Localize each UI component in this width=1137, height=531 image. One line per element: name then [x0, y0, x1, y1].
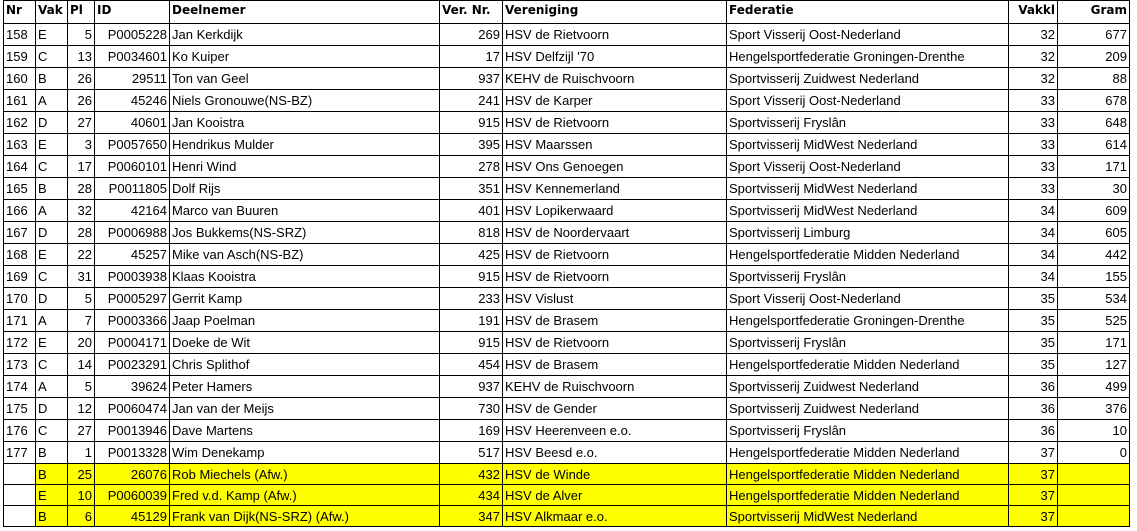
cell-nr: 160 — [4, 68, 36, 90]
cell-nr — [4, 485, 36, 506]
cell-vakkl: 35 — [1009, 310, 1058, 332]
cell-id: P0013328 — [95, 442, 170, 464]
cell-vakkl: 33 — [1009, 156, 1058, 178]
cell-vereniging: HSV de Karper — [503, 90, 727, 112]
cell-vereniging: HSV de Brasem — [503, 310, 727, 332]
cell-federatie: Sportvisserij Fryslân — [727, 112, 1009, 134]
cell-vak: A — [36, 376, 68, 398]
cell-vak: D — [36, 398, 68, 420]
cell-federatie: Hengelsportfederatie Groningen-Drenthe — [727, 310, 1009, 332]
table-row — [4, 354, 1130, 376]
cell-gram: 376 — [1058, 398, 1130, 420]
cell-federatie: Sportvisserij Fryslân — [727, 332, 1009, 354]
cell-deelnemer: Jan Kooistra — [170, 112, 440, 134]
cell-nr: 159 — [4, 46, 36, 68]
cell-federatie: Sportvisserij Zuidwest Nederland — [727, 398, 1009, 420]
cell-nr: 167 — [4, 222, 36, 244]
cell-vereniging: HSV Lopikerwaard — [503, 200, 727, 222]
cell-gram: 678 — [1058, 90, 1130, 112]
cell-ver-nr: 351 — [440, 178, 503, 200]
col-header-deelnemer: Deelnemer — [170, 1, 440, 24]
cell-gram: 155 — [1058, 266, 1130, 288]
cell-federatie: Hengelsportfederatie Midden Nederland — [727, 244, 1009, 266]
cell-vakkl: 35 — [1009, 332, 1058, 354]
cell-pl: 28 — [68, 222, 95, 244]
cell-vak: B — [36, 442, 68, 464]
cell-nr: 169 — [4, 266, 36, 288]
cell-ver-nr: 937 — [440, 68, 503, 90]
cell-federatie: Sport Visserij Oost-Nederland — [727, 24, 1009, 46]
cell-vakkl: 36 — [1009, 398, 1058, 420]
col-header-pl: Pl — [68, 1, 95, 24]
cell-vak: C — [36, 156, 68, 178]
cell-id: P0060101 — [95, 156, 170, 178]
cell-deelnemer: Dave Martens — [170, 420, 440, 442]
cell-pl: 27 — [68, 112, 95, 134]
cell-vereniging: HSV de Alver — [503, 485, 727, 506]
cell-vereniging: KEHV de Ruischvoorn — [503, 68, 727, 90]
cell-gram: 525 — [1058, 310, 1130, 332]
cell-vereniging: HSV Delfzijl '70 — [503, 46, 727, 68]
cell-vakkl: 34 — [1009, 266, 1058, 288]
cell-pl: 7 — [68, 310, 95, 332]
cell-vak: C — [36, 354, 68, 376]
cell-vereniging: HSV de Gender — [503, 398, 727, 420]
cell-vakkl: 37 — [1009, 442, 1058, 464]
cell-vakkl: 33 — [1009, 178, 1058, 200]
table-row — [4, 134, 1130, 156]
cell-id: P0003366 — [95, 310, 170, 332]
results-table — [3, 0, 1130, 527]
cell-vakkl: 37 — [1009, 485, 1058, 506]
cell-vak: B — [36, 464, 68, 485]
cell-gram — [1058, 485, 1130, 506]
cell-pl: 14 — [68, 354, 95, 376]
cell-gram: 171 — [1058, 156, 1130, 178]
cell-federatie: Sportvisserij MidWest Nederland — [727, 200, 1009, 222]
cell-pl: 12 — [68, 398, 95, 420]
cell-vak: E — [36, 332, 68, 354]
cell-vereniging: HSV Heerenveen e.o. — [503, 420, 727, 442]
table-row — [4, 222, 1130, 244]
cell-vereniging: HSV Maarssen — [503, 134, 727, 156]
cell-nr: 161 — [4, 90, 36, 112]
cell-nr: 172 — [4, 332, 36, 354]
cell-pl: 17 — [68, 156, 95, 178]
cell-nr: 166 — [4, 200, 36, 222]
cell-vak: D — [36, 112, 68, 134]
cell-federatie: Hengelsportfederatie Groningen-Drenthe — [727, 46, 1009, 68]
cell-pl: 5 — [68, 376, 95, 398]
cell-pl: 26 — [68, 68, 95, 90]
cell-vakkl: 33 — [1009, 90, 1058, 112]
cell-nr: 177 — [4, 442, 36, 464]
cell-gram: 209 — [1058, 46, 1130, 68]
col-header-gram: Gram — [1058, 1, 1130, 24]
cell-nr: 162 — [4, 112, 36, 134]
cell-vak: B — [36, 506, 68, 527]
cell-deelnemer: Jan van der Meijs — [170, 398, 440, 420]
col-header-vak: Vak — [36, 1, 68, 24]
cell-pl: 22 — [68, 244, 95, 266]
cell-ver-nr: 915 — [440, 112, 503, 134]
cell-id: P0004171 — [95, 332, 170, 354]
cell-deelnemer: Niels Gronouwe(NS-BZ) — [170, 90, 440, 112]
cell-deelnemer: Fred v.d. Kamp (Afw.) — [170, 485, 440, 506]
cell-pl: 31 — [68, 266, 95, 288]
cell-id: P0060039 — [95, 485, 170, 506]
cell-federatie: Sportvisserij MidWest Nederland — [727, 178, 1009, 200]
cell-pl: 10 — [68, 485, 95, 506]
col-header-ver-nr: Ver. Nr. — [440, 1, 503, 24]
cell-pl: 25 — [68, 464, 95, 485]
cell-pl: 13 — [68, 46, 95, 68]
cell-id: P0060474 — [95, 398, 170, 420]
cell-gram: 677 — [1058, 24, 1130, 46]
cell-pl: 6 — [68, 506, 95, 527]
cell-nr: 165 — [4, 178, 36, 200]
cell-pl: 5 — [68, 24, 95, 46]
cell-vereniging: HSV Ons Genoegen — [503, 156, 727, 178]
cell-federatie: Sport Visserij Oost-Nederland — [727, 90, 1009, 112]
cell-id: 42164 — [95, 200, 170, 222]
cell-pl: 32 — [68, 200, 95, 222]
cell-vakkl: 36 — [1009, 376, 1058, 398]
cell-federatie: Sportvisserij MidWest Nederland — [727, 134, 1009, 156]
cell-deelnemer: Dolf Rijs — [170, 178, 440, 200]
col-header-vereniging: Vereniging — [503, 1, 727, 24]
cell-nr: 164 — [4, 156, 36, 178]
table-row — [4, 244, 1130, 266]
cell-vak: E — [36, 134, 68, 156]
cell-nr: 175 — [4, 398, 36, 420]
cell-vak: B — [36, 68, 68, 90]
cell-gram: 499 — [1058, 376, 1130, 398]
cell-ver-nr: 347 — [440, 506, 503, 527]
table-row — [4, 156, 1130, 178]
cell-federatie: Sportvisserij Limburg — [727, 222, 1009, 244]
cell-vereniging: HSV de Rietvoorn — [503, 244, 727, 266]
cell-ver-nr: 454 — [440, 354, 503, 376]
cell-federatie: Sportvisserij Zuidwest Nederland — [727, 68, 1009, 90]
cell-vakkl: 34 — [1009, 244, 1058, 266]
cell-deelnemer: Chris Splithof — [170, 354, 440, 376]
cell-vakkl: 33 — [1009, 112, 1058, 134]
cell-id: P0057650 — [95, 134, 170, 156]
cell-deelnemer: Gerrit Kamp — [170, 288, 440, 310]
cell-gram: 88 — [1058, 68, 1130, 90]
table-row — [4, 442, 1130, 464]
cell-vereniging: HSV de Rietvoorn — [503, 24, 727, 46]
col-header-vakkl: Vakkl — [1009, 1, 1058, 24]
table-row — [4, 46, 1130, 68]
cell-id: P0023291 — [95, 354, 170, 376]
cell-deelnemer: Ton van Geel — [170, 68, 440, 90]
cell-deelnemer: Jaap Poelman — [170, 310, 440, 332]
cell-id: P0034601 — [95, 46, 170, 68]
cell-gram: 0 — [1058, 442, 1130, 464]
cell-deelnemer: Jos Bukkems(NS-SRZ) — [170, 222, 440, 244]
cell-gram: 127 — [1058, 354, 1130, 376]
cell-id: P0013946 — [95, 420, 170, 442]
cell-nr: 176 — [4, 420, 36, 442]
table-row — [4, 90, 1130, 112]
cell-gram: 614 — [1058, 134, 1130, 156]
table-row — [4, 332, 1130, 354]
cell-ver-nr: 241 — [440, 90, 503, 112]
cell-ver-nr: 395 — [440, 134, 503, 156]
cell-vereniging: HSV de Winde — [503, 464, 727, 485]
cell-vak: A — [36, 90, 68, 112]
cell-vereniging: HSV de Rietvoorn — [503, 266, 727, 288]
cell-vereniging: HSV de Noordervaart — [503, 222, 727, 244]
table-row-absent — [4, 485, 1130, 506]
cell-vereniging: HSV de Rietvoorn — [503, 112, 727, 134]
cell-ver-nr: 915 — [440, 332, 503, 354]
cell-id: 29511 — [95, 68, 170, 90]
cell-vakkl: 32 — [1009, 24, 1058, 46]
cell-deelnemer: Rob Miechels (Afw.) — [170, 464, 440, 485]
cell-deelnemer: Mike van Asch(NS-BZ) — [170, 244, 440, 266]
cell-vak: A — [36, 310, 68, 332]
cell-federatie: Sport Visserij Oost-Nederland — [727, 156, 1009, 178]
cell-nr: 158 — [4, 24, 36, 46]
cell-federatie: Sportvisserij Zuidwest Nederland — [727, 376, 1009, 398]
cell-nr: 163 — [4, 134, 36, 156]
cell-pl: 5 — [68, 288, 95, 310]
cell-id: P0005297 — [95, 288, 170, 310]
cell-vakkl: 35 — [1009, 288, 1058, 310]
cell-id: 45129 — [95, 506, 170, 527]
table-row — [4, 288, 1130, 310]
cell-vereniging: HSV de Brasem — [503, 354, 727, 376]
table-row — [4, 376, 1130, 398]
cell-nr — [4, 464, 36, 485]
cell-gram: 10 — [1058, 420, 1130, 442]
table-row-absent — [4, 506, 1130, 527]
cell-vakkl: 35 — [1009, 354, 1058, 376]
table-body — [4, 24, 1130, 527]
table-row — [4, 398, 1130, 420]
cell-pl: 27 — [68, 420, 95, 442]
cell-pl: 20 — [68, 332, 95, 354]
cell-vakkl: 37 — [1009, 464, 1058, 485]
table-row — [4, 68, 1130, 90]
col-header-federatie: Federatie — [727, 1, 1009, 24]
cell-deelnemer: Peter Hamers — [170, 376, 440, 398]
cell-nr: 171 — [4, 310, 36, 332]
table-row — [4, 24, 1130, 46]
cell-vakkl: 32 — [1009, 46, 1058, 68]
cell-vereniging: KEHV de Ruischvoorn — [503, 376, 727, 398]
cell-id: P0005228 — [95, 24, 170, 46]
cell-vereniging: HSV Kennemerland — [503, 178, 727, 200]
cell-vak: C — [36, 420, 68, 442]
cell-gram — [1058, 506, 1130, 527]
cell-id: P0003938 — [95, 266, 170, 288]
cell-federatie: Sport Visserij Oost-Nederland — [727, 288, 1009, 310]
cell-id: 26076 — [95, 464, 170, 485]
table-header — [4, 1, 1130, 24]
cell-vak: C — [36, 266, 68, 288]
cell-ver-nr: 434 — [440, 485, 503, 506]
cell-ver-nr: 937 — [440, 376, 503, 398]
cell-vak: A — [36, 200, 68, 222]
cell-vereniging: HSV de Rietvoorn — [503, 332, 727, 354]
cell-vakkl: 33 — [1009, 134, 1058, 156]
cell-id: 39624 — [95, 376, 170, 398]
cell-pl: 26 — [68, 90, 95, 112]
cell-deelnemer: Henri Wind — [170, 156, 440, 178]
cell-nr: 170 — [4, 288, 36, 310]
cell-ver-nr: 191 — [440, 310, 503, 332]
cell-vakkl: 32 — [1009, 68, 1058, 90]
cell-pl: 1 — [68, 442, 95, 464]
cell-vereniging: HSV Beesd e.o. — [503, 442, 727, 464]
cell-deelnemer: Frank van Dijk(NS-SRZ) (Afw.) — [170, 506, 440, 527]
table-row — [4, 178, 1130, 200]
cell-vereniging: HSV Alkmaar e.o. — [503, 506, 727, 527]
cell-gram: 648 — [1058, 112, 1130, 134]
cell-deelnemer: Marco van Buuren — [170, 200, 440, 222]
cell-nr — [4, 506, 36, 527]
cell-nr: 168 — [4, 244, 36, 266]
cell-vakkl: 37 — [1009, 506, 1058, 527]
cell-vakkl: 34 — [1009, 200, 1058, 222]
table-row — [4, 310, 1130, 332]
cell-gram: 534 — [1058, 288, 1130, 310]
cell-id: 45257 — [95, 244, 170, 266]
cell-id: 45246 — [95, 90, 170, 112]
cell-ver-nr: 915 — [440, 266, 503, 288]
cell-gram: 605 — [1058, 222, 1130, 244]
cell-vak: B — [36, 178, 68, 200]
cell-id: P0011805 — [95, 178, 170, 200]
cell-gram — [1058, 464, 1130, 485]
cell-ver-nr: 17 — [440, 46, 503, 68]
cell-deelnemer: Ko Kuiper — [170, 46, 440, 68]
cell-vak: E — [36, 485, 68, 506]
cell-federatie: Sportvisserij Fryslân — [727, 420, 1009, 442]
cell-vak: E — [36, 24, 68, 46]
cell-ver-nr: 269 — [440, 24, 503, 46]
cell-federatie: Hengelsportfederatie Midden Nederland — [727, 464, 1009, 485]
cell-pl: 3 — [68, 134, 95, 156]
cell-vereniging: HSV Vislust — [503, 288, 727, 310]
cell-id: P0006988 — [95, 222, 170, 244]
table-row — [4, 112, 1130, 134]
cell-ver-nr: 432 — [440, 464, 503, 485]
cell-federatie: Sportvisserij MidWest Nederland — [727, 506, 1009, 527]
cell-federatie: Hengelsportfederatie Midden Nederland — [727, 354, 1009, 376]
cell-vak: C — [36, 46, 68, 68]
cell-ver-nr: 278 — [440, 156, 503, 178]
cell-ver-nr: 425 — [440, 244, 503, 266]
cell-nr: 174 — [4, 376, 36, 398]
col-header-nr: Nr — [4, 1, 36, 24]
table-row — [4, 200, 1130, 222]
cell-deelnemer: Jan Kerkdijk — [170, 24, 440, 46]
cell-nr: 173 — [4, 354, 36, 376]
cell-gram: 30 — [1058, 178, 1130, 200]
cell-ver-nr: 169 — [440, 420, 503, 442]
cell-vak: E — [36, 244, 68, 266]
cell-deelnemer: Doeke de Wit — [170, 332, 440, 354]
cell-ver-nr: 818 — [440, 222, 503, 244]
header-row — [4, 1, 1130, 24]
cell-vakkl: 36 — [1009, 420, 1058, 442]
cell-deelnemer: Hendrikus Mulder — [170, 134, 440, 156]
cell-ver-nr: 517 — [440, 442, 503, 464]
table-row — [4, 266, 1130, 288]
col-header-id: ID — [95, 1, 170, 24]
cell-gram: 609 — [1058, 200, 1130, 222]
cell-ver-nr: 233 — [440, 288, 503, 310]
cell-federatie: Hengelsportfederatie Midden Nederland — [727, 485, 1009, 506]
cell-gram: 171 — [1058, 332, 1130, 354]
table-row — [4, 420, 1130, 442]
cell-federatie: Sportvisserij Fryslân — [727, 266, 1009, 288]
cell-federatie: Hengelsportfederatie Midden Nederland — [727, 442, 1009, 464]
cell-pl: 28 — [68, 178, 95, 200]
cell-deelnemer: Wim Denekamp — [170, 442, 440, 464]
cell-ver-nr: 401 — [440, 200, 503, 222]
cell-vak: D — [36, 222, 68, 244]
cell-gram: 442 — [1058, 244, 1130, 266]
cell-deelnemer: Klaas Kooistra — [170, 266, 440, 288]
cell-id: 40601 — [95, 112, 170, 134]
cell-vak: D — [36, 288, 68, 310]
cell-vakkl: 34 — [1009, 222, 1058, 244]
cell-ver-nr: 730 — [440, 398, 503, 420]
table-row-absent — [4, 464, 1130, 485]
